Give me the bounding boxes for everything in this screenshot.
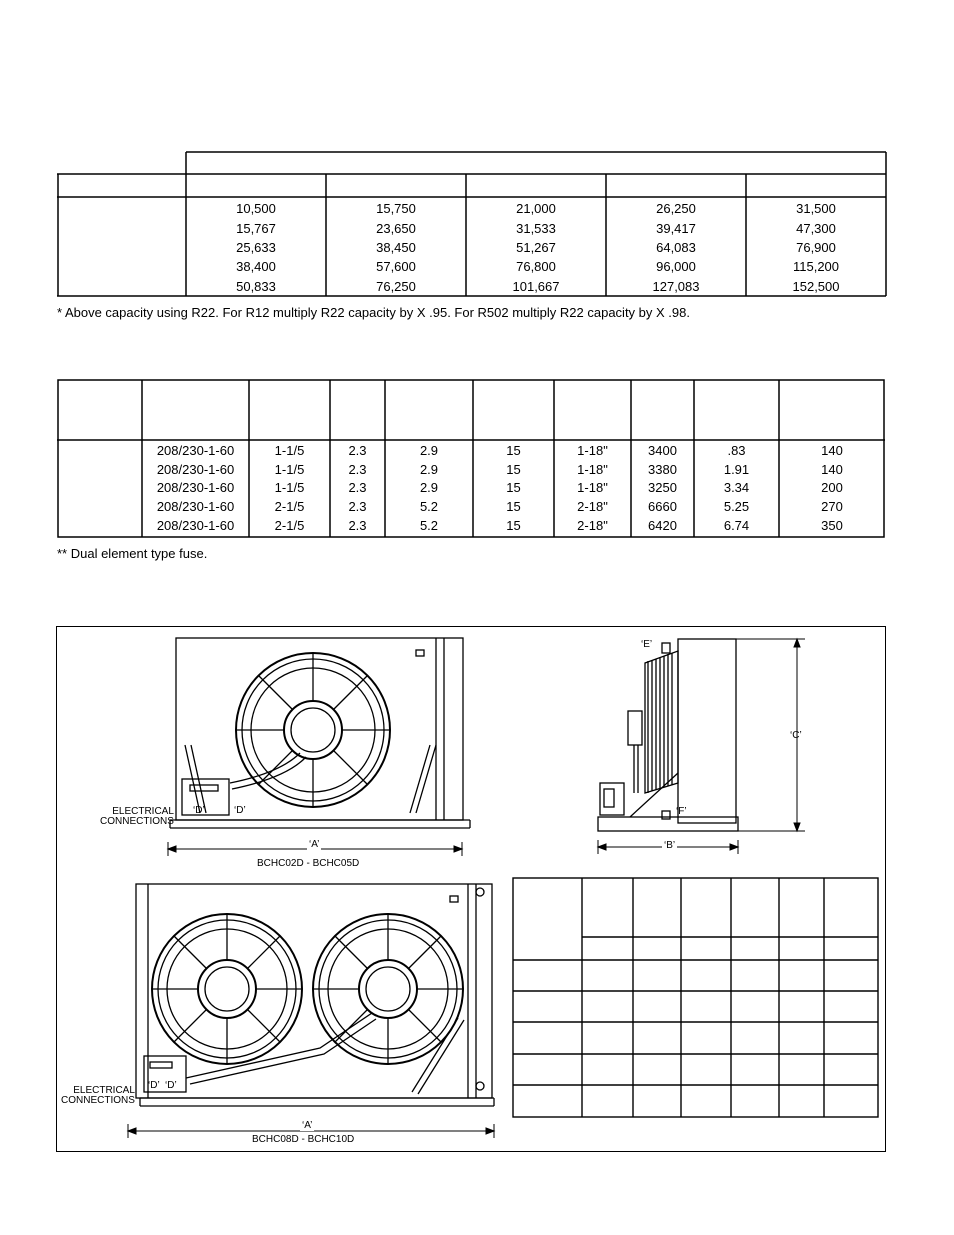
electrical-footnote: ** Dual element type fuse. [57,546,208,561]
electrical-cell: 3250 [648,480,677,496]
elec-line2-b: CONNECTIONS [61,1095,135,1106]
electrical-cell: 208/230-1-60 [156,480,235,496]
dim-label-d-bottom-left: ‘D’ [148,1080,160,1091]
electrical-cell: 2-1/5 [274,499,305,515]
capacity-cell: 25,633 [236,239,276,255]
electrical-cell: 1.91 [723,461,750,477]
electrical-cell: 5.2 [419,499,439,515]
elec-line1: ELECTRICAL [112,806,174,817]
capacity-cell: 57,600 [376,259,416,275]
electrical-cell: 1-18" [577,480,608,496]
electrical-cell: 1-1/5 [274,442,305,458]
capacity-footnote: * Above capacity using R22. For R12 multiply R22 capacity by X .95. For R502 multiply R22 capacity by X .98. [57,305,690,320]
dim-label-e: ‘E’ [641,639,653,650]
capacity-cell: 39,417 [656,220,696,236]
capacity-cell: 15,767 [236,220,276,236]
electrical-cell: 15 [506,499,521,515]
capacity-row [186,218,886,237]
electrical-table-section [57,379,885,538]
electrical-cell: 140 [821,461,843,477]
capacity-cell: 38,450 [376,239,416,255]
capacity-cell: 152,500 [792,278,840,294]
dim-label-a-bottom: ‘A’ [302,1120,313,1131]
electrical-cell: 2-1/5 [274,518,305,534]
electrical-cell: 2.3 [348,480,367,496]
electrical-cell: 15 [506,480,521,496]
dimension-table-grid [512,877,880,1120]
dim-label-d-bottom-right: ‘D’ [165,1080,177,1091]
electrical-cell: 5.25 [723,499,750,515]
capacity-cell: 50,833 [236,278,276,294]
electrical-cell: 1-1/5 [274,480,305,496]
dim-label-c: ‘C’ [790,730,802,741]
electrical-cell: 270 [821,499,843,515]
electrical-cell: 1-18" [577,442,608,458]
capacity-cell: 26,250 [656,201,696,217]
electrical-cell: 3400 [648,442,677,458]
electrical-cell: 6420 [648,518,677,534]
capacity-row [186,199,886,218]
electrical-cell: 2.9 [419,480,439,496]
unit-front-view-dual-fan [120,878,500,1138]
electrical-cell: 6.74 [723,518,750,534]
electrical-cell: 3.34 [723,480,750,496]
electrical-cell: 1-18" [577,461,608,477]
caption-bottom-models: BCHC08D - BCHC10D [252,1134,355,1145]
capacity-cell: 76,900 [796,239,836,255]
dim-label-b: ‘B’ [664,840,676,851]
electrical-cell: 2.9 [419,442,439,458]
electrical-cell: 5.2 [419,518,439,534]
capacity-row [186,277,886,296]
electrical-cell: 350 [821,518,843,534]
dim-label-d-right: ‘D’ [234,805,246,816]
electrical-cell: 2-18" [577,518,608,534]
capacity-table-section [57,151,887,297]
dim-label-f: ‘F’ [676,806,687,817]
capacity-cell: 76,250 [376,278,416,294]
capacity-cell: 15,750 [376,201,416,217]
capacity-cell: 31,500 [796,201,836,217]
electrical-table-body [142,441,885,535]
electrical-row [142,497,885,516]
capacity-cell: 76,800 [516,259,556,275]
capacity-cell: 96,000 [656,259,696,275]
electrical-cell: 2.3 [348,518,367,534]
electrical-cell: 2-18" [577,499,608,515]
capacity-cell: 21,000 [516,201,556,217]
electrical-row [142,460,885,479]
electrical-cell: 15 [506,442,521,458]
capacity-row [186,257,886,276]
electrical-cell: 2.3 [348,461,367,477]
capacity-cell: 31,533 [516,220,556,236]
electrical-cell: 200 [821,480,843,496]
capacity-row [186,238,886,257]
electrical-cell: 6660 [648,499,677,515]
capacity-cell: 64,083 [656,239,696,255]
unit-side-view [590,633,810,855]
electrical-connections-label-top [100,807,174,827]
electrical-cell: .83 [727,442,746,458]
capacity-cell: 115,200 [792,259,840,275]
elec-line1-b: ELECTRICAL [73,1085,135,1096]
electrical-cell: 2.3 [348,442,367,458]
electrical-cell: 1-1/5 [274,461,305,477]
capacity-table-body [186,199,886,296]
dim-label-a-top: ‘A’ [309,839,320,850]
capacity-cell: 101,667 [512,278,560,294]
electrical-row [142,479,885,498]
capacity-cell: 23,650 [376,220,416,236]
elec-line2: CONNECTIONS [100,816,174,827]
electrical-cell: 3380 [648,461,677,477]
electrical-cell: 208/230-1-60 [156,518,235,534]
electrical-cell: 140 [821,442,843,458]
electrical-row [142,516,885,535]
electrical-cell: 2.3 [348,499,367,515]
electrical-connections-label-bottom [61,1086,135,1106]
electrical-cell: 208/230-1-60 [156,442,235,458]
electrical-cell: 208/230-1-60 [156,499,235,515]
electrical-cell: 15 [506,518,521,534]
electrical-cell: 15 [506,461,521,477]
electrical-row [142,441,885,460]
dim-label-d-left: ‘D’ [193,805,205,816]
caption-top-models: BCHC02D - BCHC05D [257,858,360,869]
capacity-cell: 127,083 [652,278,700,294]
capacity-cell: 47,300 [796,220,836,236]
electrical-cell: 2.9 [419,461,439,477]
capacity-cell: 38,400 [236,259,276,275]
unit-front-view-single-fan [160,633,480,858]
electrical-cell: 208/230-1-60 [156,461,235,477]
capacity-cell: 51,267 [516,239,556,255]
capacity-cell: 10,500 [236,201,276,217]
